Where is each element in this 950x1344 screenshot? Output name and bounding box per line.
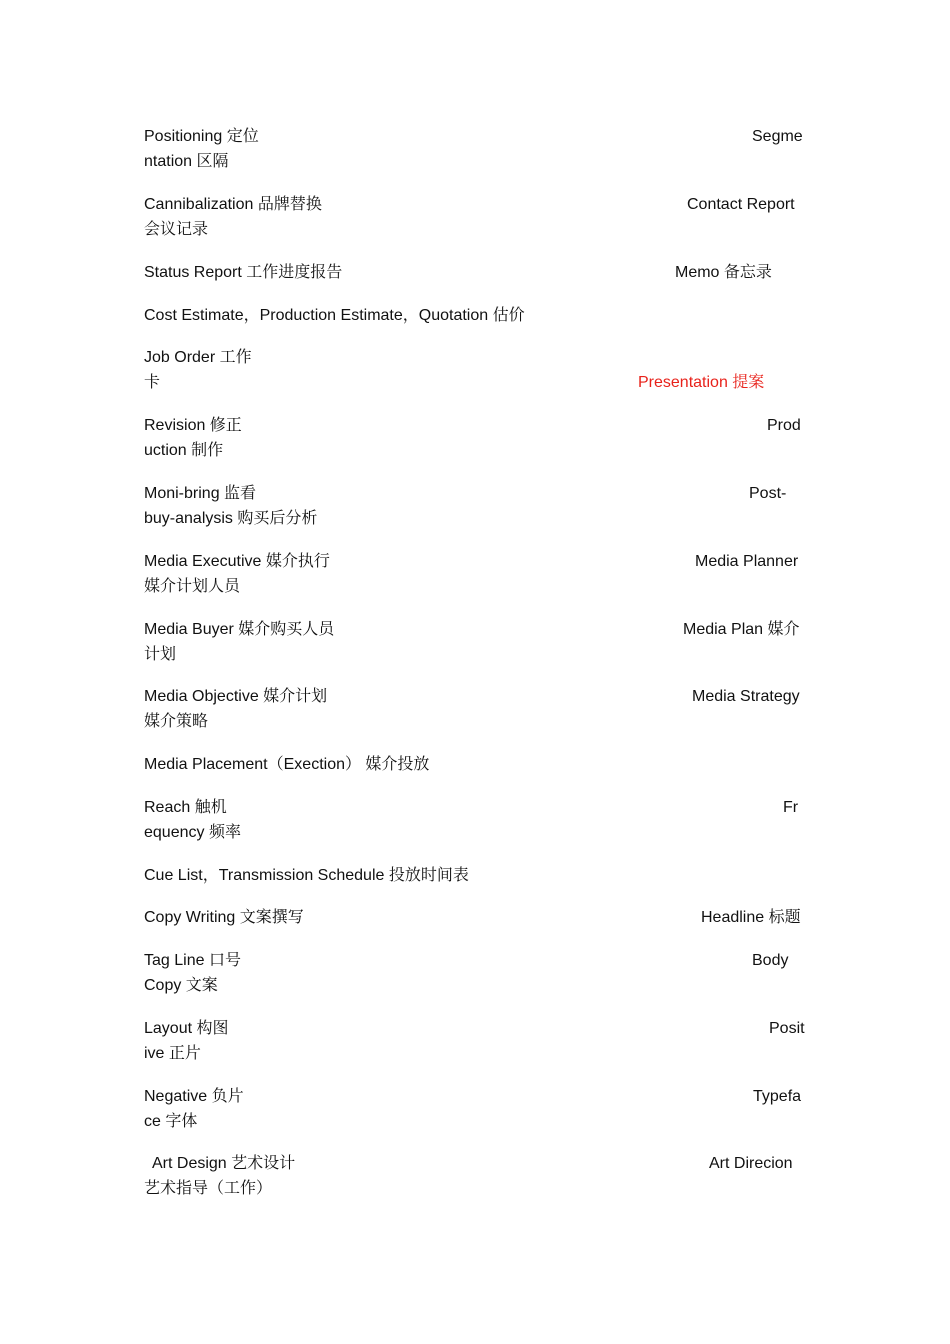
term-cue-list: Cue List，Transmission Schedule 投放时间表 [144,867,469,884]
term-frequency-part1: Fr [783,799,799,816]
term-media-strategy: Media Strategy [692,688,800,705]
term-media-plan-part1: Media Plan 媒介 [683,621,800,638]
term-copy-writing: Copy Writing 文案撰写 [144,909,304,926]
term-monitoring: Moni-bring 监看 [144,485,257,502]
term-media-plan-part2: 计划 [144,646,177,663]
term-tag-line: Tag Line 口号 [144,952,241,969]
term-layout: Layout 构图 [144,1020,229,1037]
term-typeface-part2: ce 字体 [144,1113,198,1130]
term-media-planner: Media Planner [695,553,799,570]
term-segmentation-part1: Segme [752,128,803,145]
term-presentation: Presentation 提案 [638,374,765,391]
term-media-strategy-translation: 媒介策略 [144,713,209,730]
term-contact-report: Contact Report [687,196,795,213]
term-art-direction: Art Direcion [709,1155,793,1172]
term-cost-estimate: Cost Estimate，Production Estimate，Quotation 估价 [144,307,525,324]
term-production-part1: Prod [767,417,801,434]
term-positive-part2: ive 正片 [144,1045,201,1062]
term-headline: Headline 标题 [701,909,801,926]
term-art-direction-translation: 艺术指导（工作） [144,1180,273,1197]
term-media-executive: Media Executive 媒介执行 [144,553,330,570]
term-post-buy-part1: Post- [749,485,787,502]
term-negative: Negative 负片 [144,1088,244,1105]
term-media-placement: Media Placement（Exection） 媒介投放 [144,756,430,773]
term-contact-report-translation: 会议记录 [144,221,209,238]
term-job-order-part1: Job Order 工作 [144,349,252,366]
term-body-copy-part2: Copy 文案 [144,977,218,994]
term-frequency-part2: equency 频率 [144,824,241,841]
term-media-planner-translation: 媒介计划人员 [144,578,241,595]
term-typeface-part1: Typefa [753,1088,802,1105]
term-production-part2: uction 制作 [144,442,224,459]
term-memo: Memo 备忘录 [675,264,772,281]
term-reach: Reach 触机 [144,799,227,816]
term-media-objective: Media Objective 媒介计划 [144,688,328,705]
term-positioning: Positioning 定位 [144,128,259,145]
term-body-copy-part1: Body [752,952,789,969]
term-media-buyer: Media Buyer 媒介购买人员 [144,621,335,638]
term-cannibalization: Cannibalization 品牌替换 [144,196,322,213]
term-job-order-part2: 卡 [144,374,161,391]
term-segmentation-part2: ntation 区隔 [144,153,229,170]
term-status-report: Status Report 工作进度报告 [144,264,343,281]
term-positive-part1: Posit [769,1020,805,1037]
term-revision: Revision 修正 [144,417,242,434]
term-post-buy-part2: buy-analysis 购买后分析 [144,510,318,527]
term-art-design: Art Design 艺术设计 [144,1155,296,1172]
